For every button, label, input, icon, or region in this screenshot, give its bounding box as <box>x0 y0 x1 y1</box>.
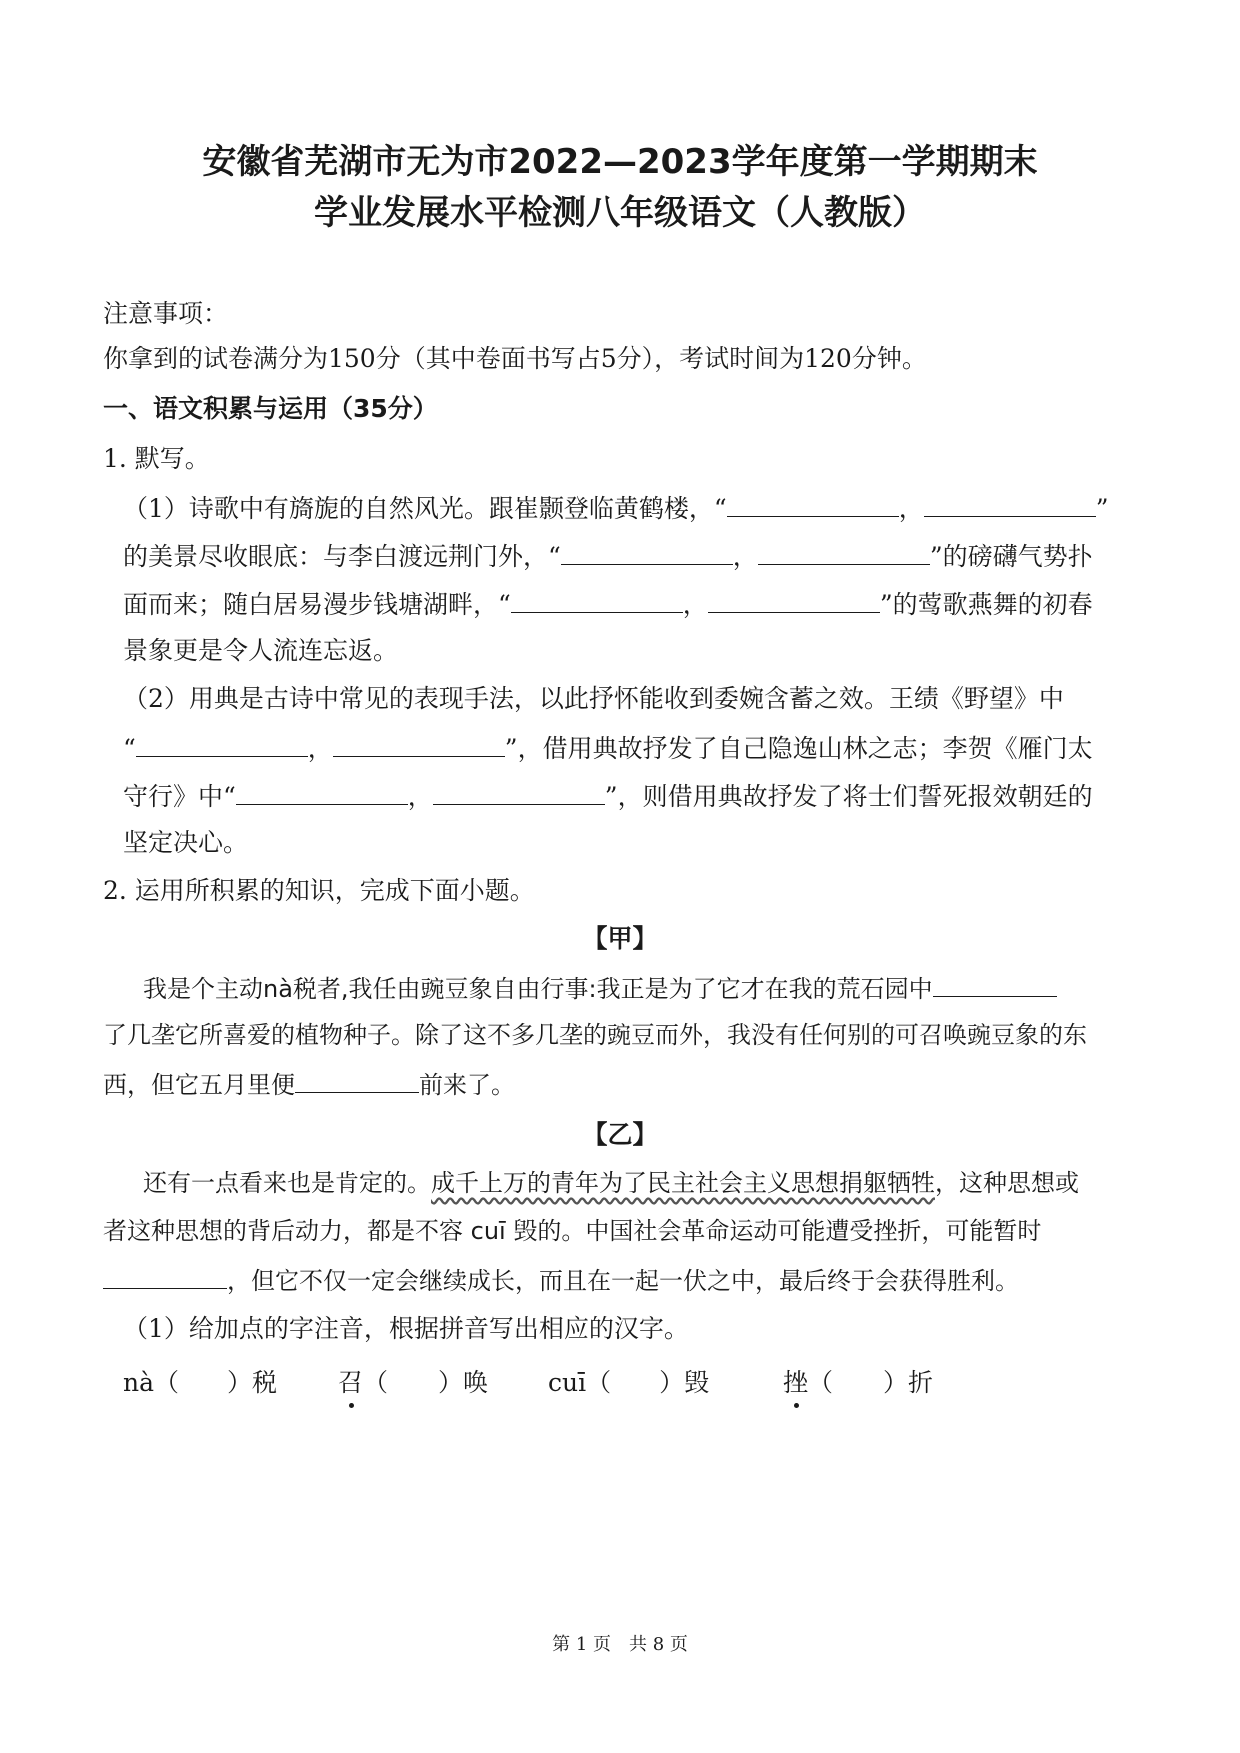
passage-jia-label: 【甲】 <box>582 924 658 953</box>
answer-blank[interactable] <box>561 538 733 565</box>
exam-title-line1: 安徽省芜湖市无为市2022—2023学年度第一学期期末 <box>202 142 1038 182</box>
q1-p2-line3: 守行》中“ ， ”，则借用典故抒发了将士们誓死报效朝廷的 <box>123 778 1093 814</box>
answer-blank[interactable] <box>727 490 899 517</box>
answer-blank[interactable] <box>758 538 930 565</box>
passage-jia-line2: 了几垄它所喜爱的植物种子。除了这不多几垄的豌豆而外，我没有任何别的可召唤豌豆象的东 <box>103 1021 1087 1049</box>
answer-blank[interactable] <box>708 586 880 613</box>
section1-heading: 一、语文积累与运用（35分） <box>103 394 438 423</box>
q1-p2-line4: 坚定决心。 <box>123 828 249 857</box>
dotted-char: 召 <box>338 1366 363 1400</box>
passage-jia-line3: 西，但它五月里便 前来了。 <box>103 1066 515 1102</box>
answer-blank[interactable] <box>924 490 1096 517</box>
q1-p1-line1: （1）诗歌中有旖旎的自然风光。跟崔颢登临黄鹤楼，“ ， ” <box>123 490 1109 526</box>
q1-p1-line3: 面而来；随白居易漫步钱塘湖畔，“ ， ”的莺歌燕舞的初春 <box>123 586 1093 622</box>
q1-p1-line2: 的美景尽收眼底：与李白渡远荆门外，“ ， ”的磅礴气势扑 <box>123 538 1093 574</box>
answer-blank[interactable] <box>295 1066 419 1093</box>
answer-blank[interactable] <box>511 586 683 613</box>
q1-p2-line2: “ ， ”，借用典故抒发了自己隐逸山林之志；李贺《雁门太 <box>123 730 1093 766</box>
passage-yi-line3: ，但它不仅一定会继续成长，而且在一起一伏之中，最后终于会获得胜利。 <box>103 1262 1019 1298</box>
q1-p2-line1: （2）用典是古诗中常见的表现手法，以此抒怀能收到委婉含蓄之效。王绩《野望》中 <box>123 684 1064 713</box>
pinyin-item-cui[interactable]: cuī（ ）毁 <box>548 1368 710 1397</box>
notice-heading: 注意事项： <box>103 299 229 328</box>
answer-blank[interactable] <box>236 778 408 805</box>
passage-yi-label: 【乙】 <box>582 1120 658 1149</box>
notice-text: 你拿到的试卷满分为150分（其中卷面书写占5分），考试时间为120分钟。 <box>103 344 927 373</box>
answer-blank[interactable] <box>333 730 505 757</box>
answer-blank[interactable] <box>933 970 1057 997</box>
pinyin-item-cuo[interactable]: 挫（ ）折 <box>783 1366 933 1400</box>
passage-yi-line1: 还有一点看来也是肯定的。成千上万的青年为了民主社会主义思想捐躯牺牲，这种思想或 <box>143 1169 1079 1197</box>
answer-blank[interactable] <box>103 1262 227 1289</box>
dotted-char: 挫 <box>783 1366 808 1400</box>
q1-heading: 1. 默写。 <box>103 444 210 473</box>
exam-title-line2: 学业发展水平检测八年级语文（人教版） <box>314 193 926 233</box>
q2-sub1-text: （1）给加点的字注音，根据拼音写出相应的汉字。 <box>123 1314 689 1343</box>
answer-blank[interactable] <box>433 778 605 805</box>
q1-p1-line4: 景象更是令人流连忘返。 <box>123 636 399 665</box>
page-footer: 第 1 页 共 8 页 <box>552 1634 688 1655</box>
answer-blank[interactable] <box>136 730 308 757</box>
passage-yi-line2: 者这种思想的背后动力，都是不容 cuī 毁的。中国社会革命运动可能遭受挫折，可能暂时 <box>103 1217 1042 1245</box>
pinyin-item-zhao[interactable]: 召（ ）唤 <box>338 1366 488 1400</box>
wavy-underlined-sentence: 成千上万的青年为了民主社会主义思想捐躯牺牲 <box>431 1169 935 1197</box>
pinyin-item-na[interactable]: nà（ ）税 <box>123 1368 278 1397</box>
passage-jia-line1: 我是个主动nà税者,我任由豌豆象自由行事:我正是为了它才在我的荒石园中 <box>143 970 1057 1006</box>
q2-heading: 2. 运用所积累的知识，完成下面小题。 <box>103 876 535 905</box>
